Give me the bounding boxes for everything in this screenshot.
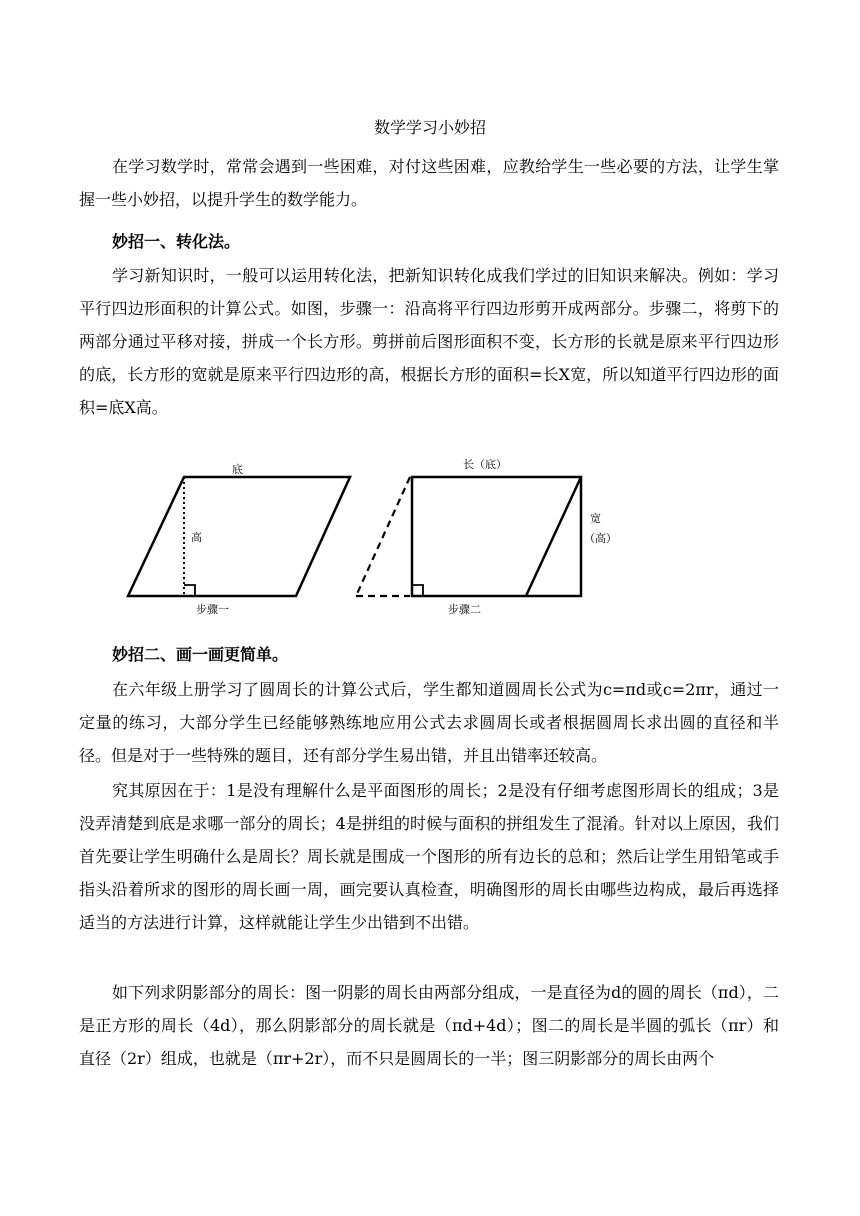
cut-line	[526, 477, 581, 596]
parallelogram-shape	[128, 477, 350, 596]
section1-body: 学习新知识时，一般可以运用转化法，把新知识转化成我们学过的旧知识来解决。例如：学习平行四边形面积的计算公式。如图，步骤一：沿高将平行四边形剪开成两部分。步骤二，将剪下的两部分通过平移对接，拼成一个长方形。剪拼前后图形面积不变，长方形的长就是原来平行四边形的底，长方形的宽就是原来平行四边形的高，根据长方形的面积=长X宽，所以知道平行四边形的面积=底X高。	[79, 266, 779, 417]
parallelogram-figure	[120, 455, 620, 620]
intro-paragraph: 在学习数学时，常常会遇到一些困难，对付这些困难，应教给学生一些必要的方法，让学生掌握一些小妙招，以提升学生的数学能力。	[79, 157, 779, 209]
moved-triangle-dashed-edge	[356, 477, 410, 596]
step2-length-label: 长（底）	[463, 458, 507, 471]
step1-caption: 步骤一	[196, 603, 229, 616]
step2-caption: 步骤二	[448, 603, 481, 616]
step2-width-label-2: （高）	[584, 532, 617, 545]
right-angle-mark-2	[412, 585, 423, 596]
step2-diagram	[356, 457, 617, 616]
section2-paragraph-3: 如下列求阴影部分的周长：图一阴影的周长由两部分组成，一是直径为d的圆的周长（πd），二是正方形的周长（4d），那么阴影部分的周长就是（πd+4d）；图二的周长是半圆的弧长（πr）和直径（2r）组成，也就是（πr+2r），而不只是圆周长的一半；图三阴影部分的周长由两个	[79, 983, 779, 1068]
step2-width-label: 宽	[590, 512, 601, 525]
section2-paragraph-1: 在六年级上册学习了圆周长的计算公式后，学生都知道圆周长公式为c=πd或c=2πr，通过一定量的练习，大部分学生已经能够熟练地应用公式去求圆周长或者根据圆周长求出圆的直径和半径。但是对于一些特殊的题目，还有部分学生易出错，并且出错率还较高。	[79, 680, 779, 765]
section2-heading: 妙招二、画一画更简单。	[112, 645, 289, 664]
section1-heading: 妙招一、转化法。	[112, 232, 241, 251]
section2-paragraph-2: 究其原因在于：1是没有理解什么是平面图形的周长；2是没有仔细考虑图形周长的组成；3是没弄清楚到底是求哪一部分的周长；4是拼组的时候与面积的拼组发生了混淆。针对以上原因，我们首先要让学生明确什么是周长？周长就是围成一个图形的所有边长的总和；然后让学生用铅笔或手指头沿着所求的图形的周长画一周，画完要认真检查，明确图形的周长由哪些边构成，最后再选择适当的方法进行计算，这样就能让学生少出错到不出错。	[79, 781, 779, 932]
document-title: 数学学习小妙招	[373, 118, 486, 137]
step1-base-label: 底	[232, 463, 243, 476]
rectangle-shape	[412, 477, 581, 596]
right-angle-mark	[184, 585, 195, 596]
step1-height-label: 高	[191, 531, 202, 544]
step1-diagram	[128, 462, 350, 616]
